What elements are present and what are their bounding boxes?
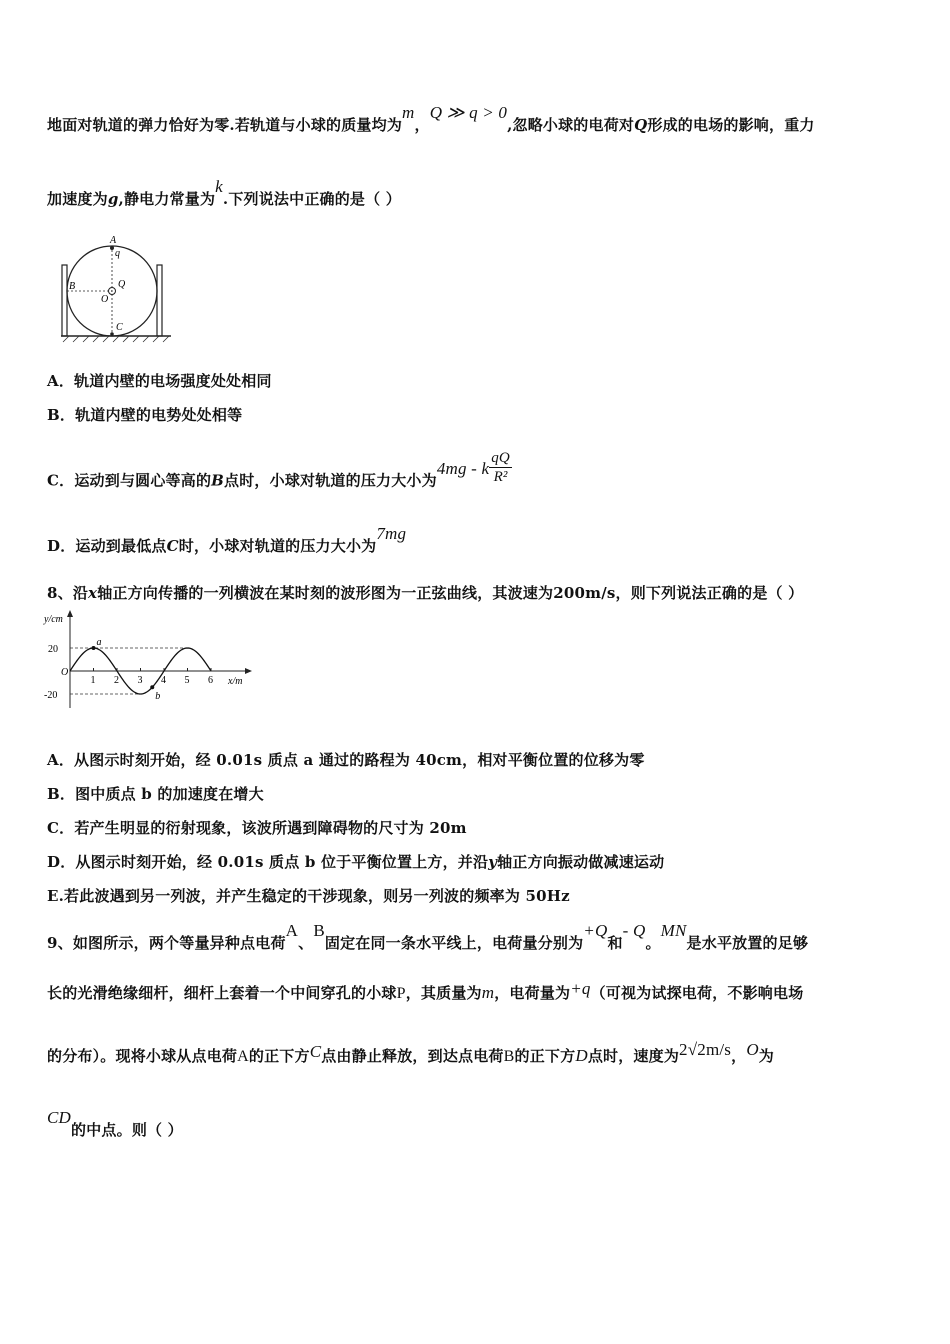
- q7-line-1: [47, 103, 815, 135]
- q9-text: 9、如图所示，两个等量异种点电荷: [47, 934, 286, 952]
- point-label-a: a: [96, 637, 102, 648]
- q8-option-C: C．若产生明显的衍射现象，该波所遇到障碍物的尺寸为 20m: [47, 819, 467, 837]
- point-a: [92, 646, 96, 650]
- math-expr: 4mg - k: [436, 458, 490, 478]
- q9-text: 的中点。则（ ）: [71, 1121, 183, 1139]
- q7-text: ,忽略小球的电荷对: [507, 116, 635, 134]
- math-MN: MN: [660, 921, 687, 940]
- math-minus-Q: - Q: [622, 921, 646, 940]
- math-y: y: [488, 853, 498, 871]
- q7-line-2: [47, 177, 401, 209]
- q8-option-A: A．从图示时刻开始，经 0.01s 质点 a 通过的路程为 40cm，相对平衡位置的位移为零: [47, 751, 645, 769]
- q8-option-B: B．图中质点 b 的加速度在增大: [47, 785, 264, 803]
- math-CD: CD: [47, 1108, 72, 1127]
- right-wall: [157, 265, 162, 336]
- q7-text: 加速度为: [47, 190, 108, 208]
- q7-option-D: [47, 524, 407, 556]
- x-tick-label: 1: [90, 675, 96, 686]
- math-P: P: [396, 985, 406, 1002]
- math-x: x: [88, 584, 98, 602]
- q8-wave-chart: [42, 608, 262, 718]
- option-text: 点时，小球对轨道的压力大小为: [224, 471, 437, 490]
- q9-text: ，电荷量为: [494, 984, 571, 1002]
- sep: ，: [731, 1047, 747, 1065]
- q9-text: 的分布）。现将小球从点电荷: [47, 1047, 238, 1065]
- point-label-b: b: [155, 691, 161, 703]
- label-Q: Q: [118, 279, 126, 290]
- math-plus-Q: +Q: [583, 921, 608, 940]
- y-axis-label: y/cm: [44, 614, 63, 625]
- sep: 、: [298, 934, 314, 952]
- q9-text: 点时，速度为: [587, 1047, 680, 1065]
- q9-text: 长的光滑绝缘细杆，细杆上套着一个中间穿孔的小球: [47, 984, 397, 1002]
- q7-option-C: [47, 450, 512, 500]
- q9-text: 为: [758, 1047, 774, 1065]
- q9-line-1: [47, 921, 809, 953]
- x-tick-label: 3: [137, 675, 143, 686]
- option-text: C．运动到与圆心等高的: [47, 471, 212, 490]
- left-wall: [62, 265, 67, 336]
- point-C-dot: [110, 332, 114, 336]
- option-text: 轴正方向振动做减速运动: [497, 853, 665, 871]
- q9-text: 。: [645, 934, 661, 952]
- math-A: A: [237, 1048, 249, 1065]
- q9-text: 点由静止释放，到达点电荷: [321, 1047, 504, 1065]
- q8-option-E: E.若此波遇到另一列波，并产生稳定的干涉现象，则另一列波的频率为 50Hz: [47, 887, 570, 905]
- q7-text: .下列说法中正确的是（ ）: [222, 190, 401, 208]
- q9-text: 固定在同一条水平线上，电荷量分别为: [324, 934, 584, 952]
- math-Q: Q: [634, 116, 648, 134]
- fraction-numerator: qQ: [491, 450, 510, 466]
- math-A: A: [285, 921, 299, 940]
- q9-text: ，其质量为: [405, 984, 482, 1002]
- q7-option-B: B．轨道内壁的电势处处相等: [47, 406, 243, 424]
- q7-track-figure: [55, 232, 175, 344]
- x-axis-arrow: [245, 668, 252, 674]
- math-condition: Q ≫ q > 0: [429, 103, 508, 122]
- math-B: B: [211, 471, 225, 490]
- ground-hatch: [63, 336, 169, 342]
- x-tick-label: 5: [184, 675, 190, 686]
- q9-line-3: [47, 1040, 774, 1066]
- math-C: C: [166, 537, 179, 555]
- q9-line-4: [47, 1108, 183, 1140]
- q7-option-A: A．轨道内壁的电场强度处处相同: [47, 372, 272, 390]
- q9-text: 的正下方: [248, 1047, 310, 1065]
- math-O: O: [746, 1040, 759, 1059]
- math-m: m: [402, 103, 415, 122]
- math-B: B: [503, 1048, 515, 1065]
- label-q: q: [115, 248, 120, 259]
- x-axis-label: x/m: [228, 676, 243, 687]
- y-tick-label: -20: [44, 690, 58, 701]
- y-tick-label: 20: [48, 644, 58, 655]
- math-B: B: [313, 921, 325, 940]
- q9-text: 的正下方: [514, 1047, 576, 1065]
- fraction-denominator: R²: [493, 469, 508, 485]
- label-B: B: [69, 281, 76, 292]
- label-C: C: [116, 322, 123, 333]
- label-A: A: [110, 235, 117, 246]
- q9-text: （可视为试探电荷，不影响电场: [590, 984, 804, 1002]
- math-g: g: [107, 190, 119, 208]
- math-D: D: [575, 1046, 588, 1065]
- q7-text: ,静电力常量为: [118, 190, 216, 208]
- math-k: k: [215, 177, 223, 196]
- q7-text: 地面对轨道的弹力恰好为零.若轨道与小球的质量均为: [47, 116, 403, 134]
- x-tick-label: 4: [161, 675, 166, 686]
- math-expr: 7mg: [376, 524, 407, 543]
- math-C: C: [309, 1042, 322, 1061]
- ball-q: [110, 246, 114, 250]
- math-plus-q: +q: [570, 979, 591, 998]
- q8-option-D: [47, 851, 664, 872]
- math-m: m: [481, 983, 495, 1002]
- q8-text: 8、沿: [47, 584, 89, 602]
- point-b: [150, 685, 154, 689]
- fraction: [489, 449, 512, 486]
- option-text: 时，小球对轨道的压力大小为: [178, 537, 377, 555]
- x-tick-label: 6: [208, 675, 213, 686]
- q7-text: 形成的电场的影响，重力: [647, 116, 815, 134]
- y-tick-label: O: [61, 667, 69, 678]
- q9-text: 和: [607, 934, 623, 952]
- label-O: O: [101, 294, 109, 305]
- q9-text: 是水平放置的足够: [686, 934, 809, 952]
- sep: ，: [414, 116, 430, 134]
- y-axis-arrow: [67, 610, 73, 617]
- q8-text: 轴正方向传播的一列横波在某时刻的波形图为一正弦曲线，其波速为200m/s，则下列说法正确的是（ ）: [97, 584, 804, 602]
- x-tick-label: 2: [114, 675, 119, 686]
- option-text: D．从图示时刻开始，经 0.01s 质点 b 位于平衡位置上方，并沿: [47, 853, 489, 871]
- q8-stem: [47, 582, 803, 603]
- math-velocity: 2√2m/s: [679, 1040, 732, 1059]
- option-text: D．运动到最低点: [47, 537, 167, 555]
- q9-line-2: [47, 979, 804, 1003]
